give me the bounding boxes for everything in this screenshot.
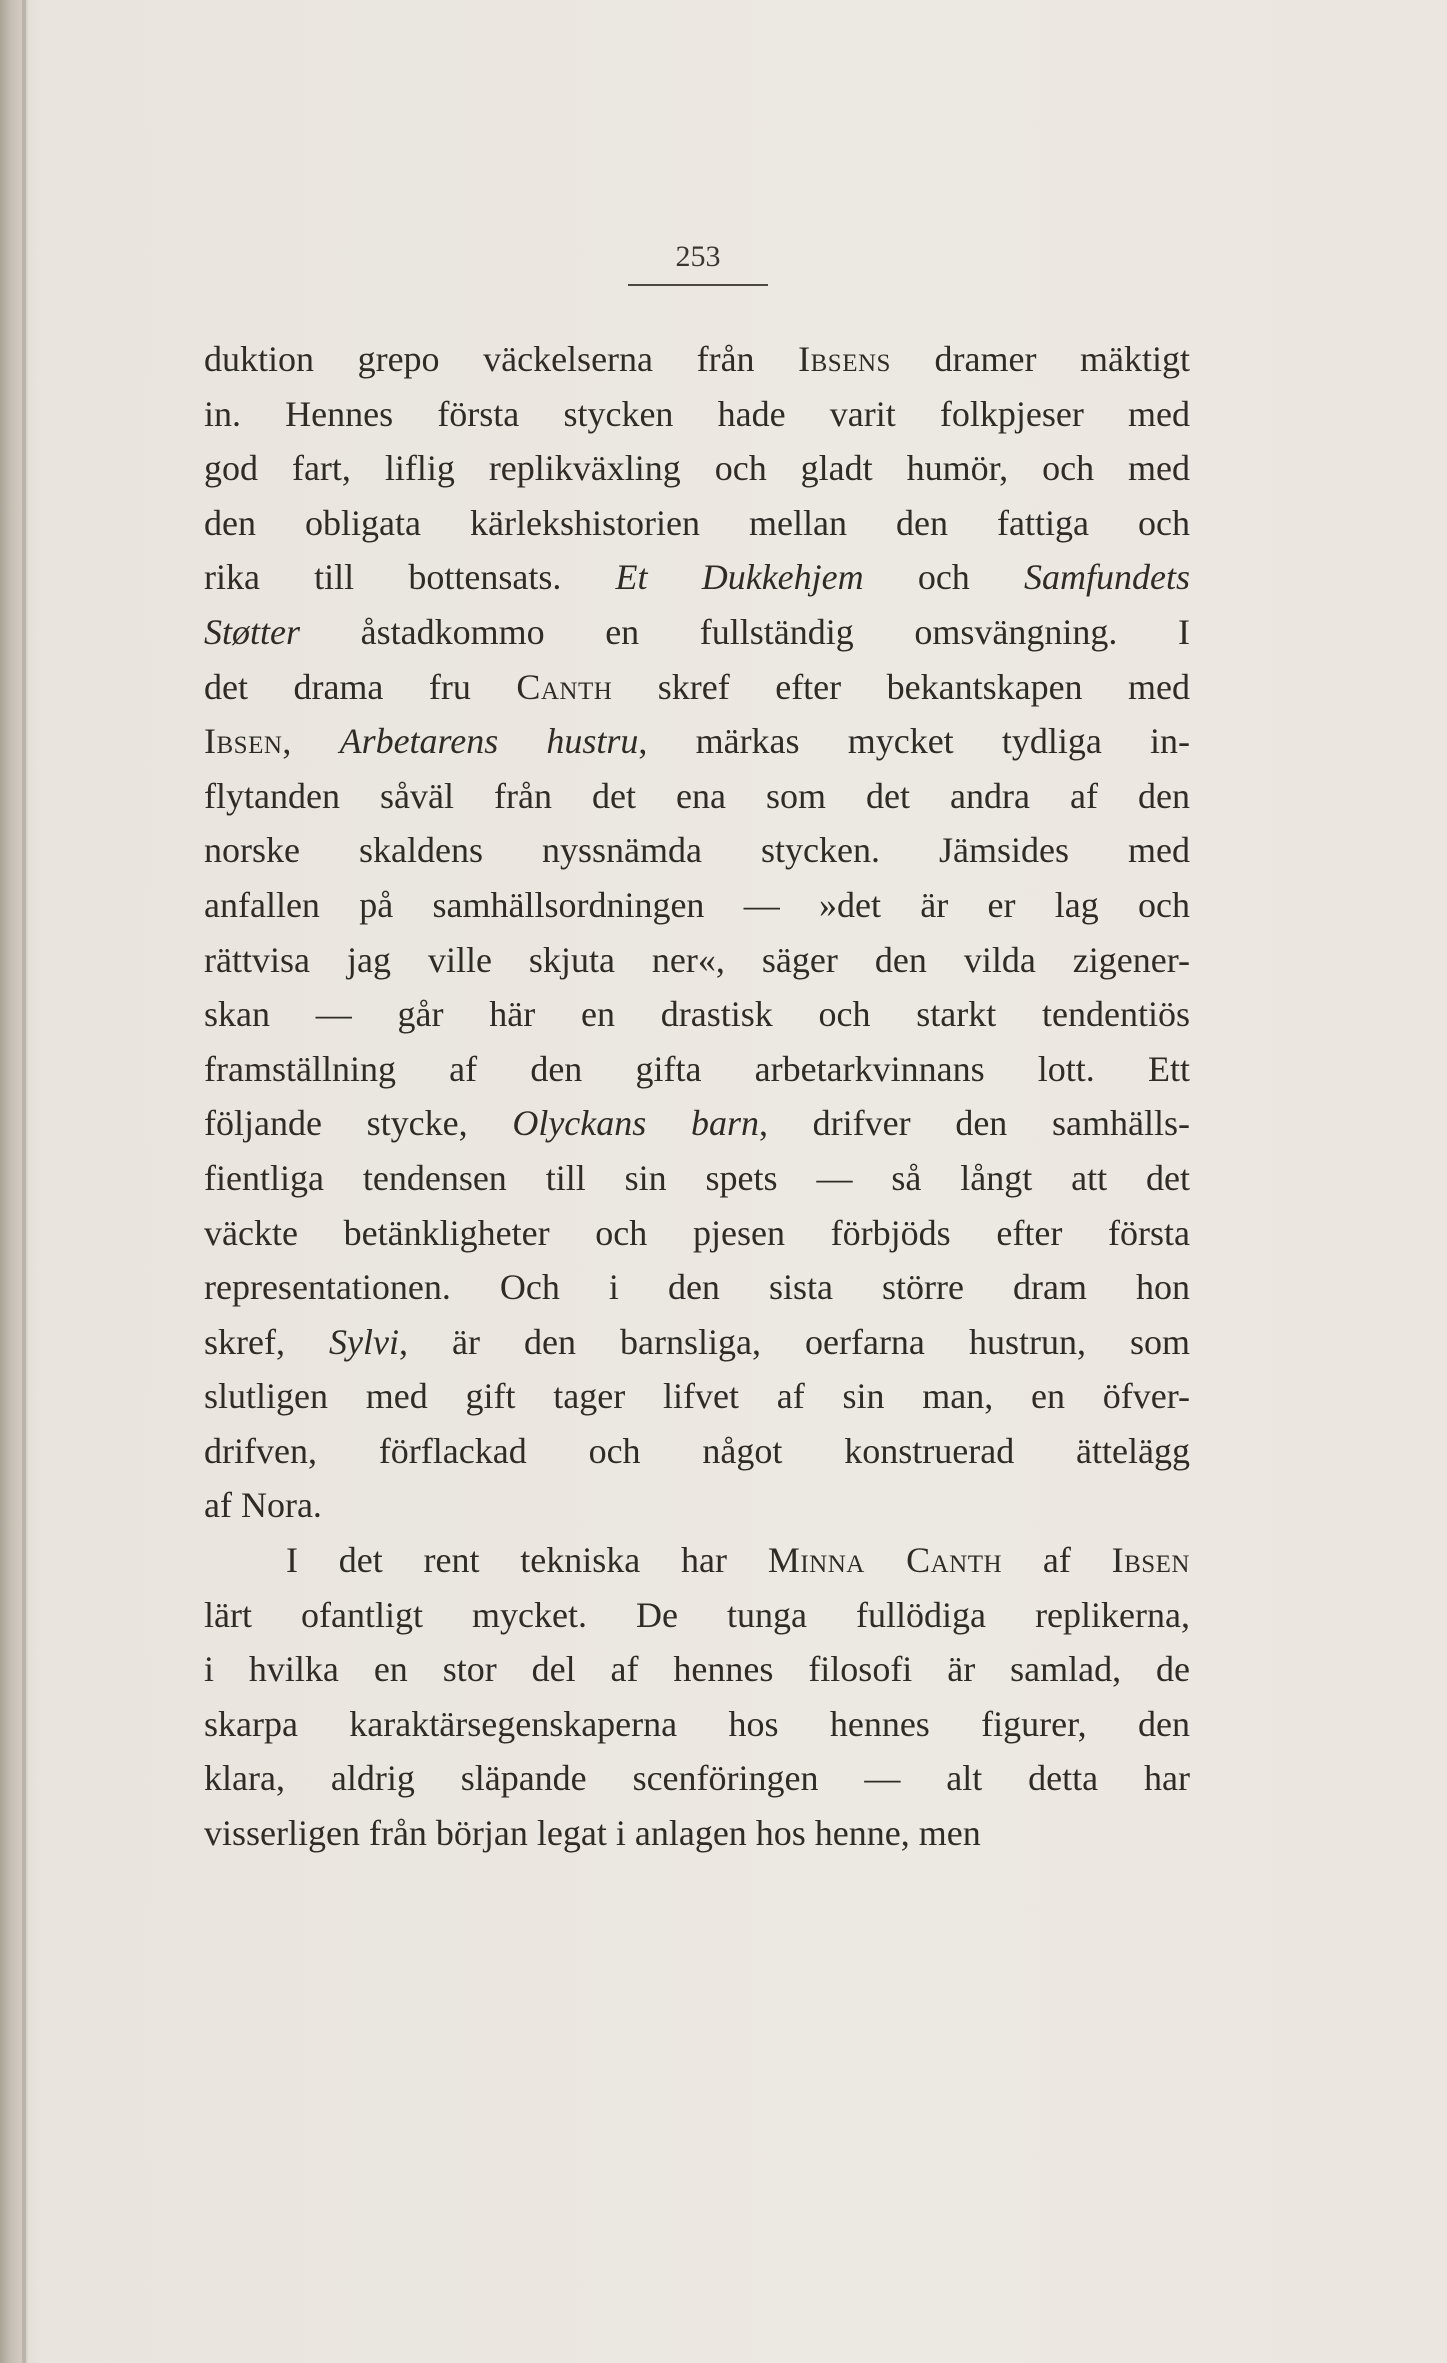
text-segment: slutligen med gift tager lifvet af sin man, en öfver- bbox=[204, 1376, 1190, 1417]
text-segment: anfallen på samhällsordningen — »det är er lag och bbox=[204, 884, 1190, 925]
text-line bbox=[204, 1478, 1190, 1533]
text-line bbox=[204, 769, 1190, 824]
text-segment: i hvilka en stor del af hennes filosofi är samlad, de bbox=[204, 1649, 1190, 1690]
italic-title: Arbetarens hustru bbox=[339, 721, 639, 762]
text-segment: , bbox=[282, 721, 340, 762]
italic-title: Samfundets bbox=[1024, 557, 1190, 598]
text-segment: framställning af den gifta arbetarkvinnans lott. Ett bbox=[204, 1048, 1190, 1089]
italic-title: Et Dukkehjem bbox=[615, 557, 864, 598]
small-caps-name: Minna Canth bbox=[767, 1540, 1003, 1581]
text-line bbox=[204, 1588, 1190, 1643]
text-segment: dramer mäktigt bbox=[890, 339, 1190, 379]
small-caps-name: Ibsen bbox=[204, 721, 283, 762]
text-segment: flytanden såväl från det ena som det andra af den bbox=[204, 775, 1190, 816]
text-segment: I det rent tekniska har bbox=[286, 1540, 768, 1581]
text-line bbox=[204, 1642, 1190, 1697]
binding-shadow-line bbox=[22, 0, 26, 2363]
text-segment: följande stycke, bbox=[204, 1103, 513, 1144]
text-line bbox=[204, 332, 1190, 387]
text-segment: af Nora. bbox=[204, 1485, 322, 1526]
text-line bbox=[204, 1806, 1190, 1861]
text-segment: norske skaldens nyssnämda stycken. Jämsides med bbox=[204, 830, 1190, 871]
text-segment: skref, bbox=[204, 1321, 329, 1362]
text-line bbox=[204, 1697, 1190, 1752]
text-line bbox=[204, 1369, 1190, 1424]
text-segment: in. Hennes första stycken hade varit folkpjeser med bbox=[204, 393, 1190, 434]
text-line bbox=[204, 1042, 1190, 1097]
text-segment: drifven, förflackad och något konstruerad ättelägg bbox=[204, 1430, 1190, 1471]
text-line bbox=[204, 1751, 1190, 1806]
italic-title: Olyckans barn bbox=[512, 1103, 759, 1144]
text-line bbox=[204, 387, 1190, 442]
text-segment: väckte betänkligheter och pjesen förbjöds efter första bbox=[204, 1212, 1190, 1253]
text-segment: åstadkommo en fullständig omsvängning. I bbox=[300, 611, 1190, 652]
text-segment: representationen. Och i den sista större dram hon bbox=[204, 1267, 1190, 1308]
text-line bbox=[204, 1260, 1190, 1315]
text-line bbox=[204, 714, 1190, 769]
text-line bbox=[204, 1206, 1190, 1261]
text-line bbox=[204, 878, 1190, 933]
italic-title: Sylvi bbox=[329, 1321, 399, 1362]
page-number-rule bbox=[628, 284, 768, 286]
text-segment: af bbox=[1002, 1540, 1112, 1581]
text-segment: och bbox=[863, 557, 1024, 598]
text-line bbox=[204, 660, 1190, 715]
text-segment: lärt ofantligt mycket. De tunga fullödiga replikerna, bbox=[204, 1594, 1190, 1635]
text-segment: den obligata kärlekshistorien mellan den fattiga och bbox=[204, 502, 1190, 543]
text-line bbox=[204, 987, 1190, 1042]
text-line bbox=[204, 1096, 1190, 1151]
text-line bbox=[204, 1151, 1190, 1206]
text-line bbox=[204, 933, 1190, 988]
text-segment: , är den barnsliga, oerfarna hustrun, som bbox=[398, 1321, 1190, 1362]
text-segment: skref efter bekantskapen med bbox=[612, 666, 1191, 707]
text-segment: rättvisa jag ville skjuta ner«, säger den vilda zigener- bbox=[204, 939, 1190, 980]
text-line bbox=[204, 1424, 1190, 1479]
body-text bbox=[204, 332, 1190, 1861]
text-line bbox=[204, 496, 1190, 551]
text-segment: rika till bottensats. bbox=[204, 557, 616, 598]
small-caps-name: Canth bbox=[516, 666, 613, 707]
text-line bbox=[204, 1533, 1190, 1588]
text-line bbox=[204, 823, 1190, 878]
text-segment: god fart, liflig replikväxling och gladt humör, och med bbox=[204, 448, 1190, 489]
text-line bbox=[204, 605, 1190, 660]
text-segment: , märkas mycket tydliga in- bbox=[638, 721, 1190, 762]
text-segment: skan — går här en drastisk och starkt tendentiös bbox=[204, 994, 1190, 1035]
text-segment: skarpa karaktärsegenskaperna hos hennes figurer, den bbox=[204, 1703, 1190, 1744]
small-caps-name: Ibsen bbox=[1111, 1540, 1190, 1581]
text-line bbox=[204, 550, 1190, 605]
text-segment: , drifver den samhälls- bbox=[758, 1103, 1190, 1144]
italic-title: Støtter bbox=[204, 611, 300, 652]
text-segment: fientliga tendensen till sin spets — så långt att det bbox=[204, 1157, 1190, 1198]
text-segment: klara, aldrig släpande scenföringen — alt detta har bbox=[204, 1758, 1190, 1799]
text-segment: det drama fru bbox=[204, 666, 517, 707]
small-caps-name: Ibsens bbox=[798, 339, 891, 379]
text-line bbox=[204, 1315, 1190, 1370]
page-number: 253 bbox=[675, 240, 721, 273]
text-line bbox=[204, 441, 1190, 496]
text-segment: duktion grepo väckelserna från bbox=[204, 339, 799, 379]
text-segment: visserligen från början legat i anlagen hos henne, men bbox=[204, 1813, 981, 1854]
